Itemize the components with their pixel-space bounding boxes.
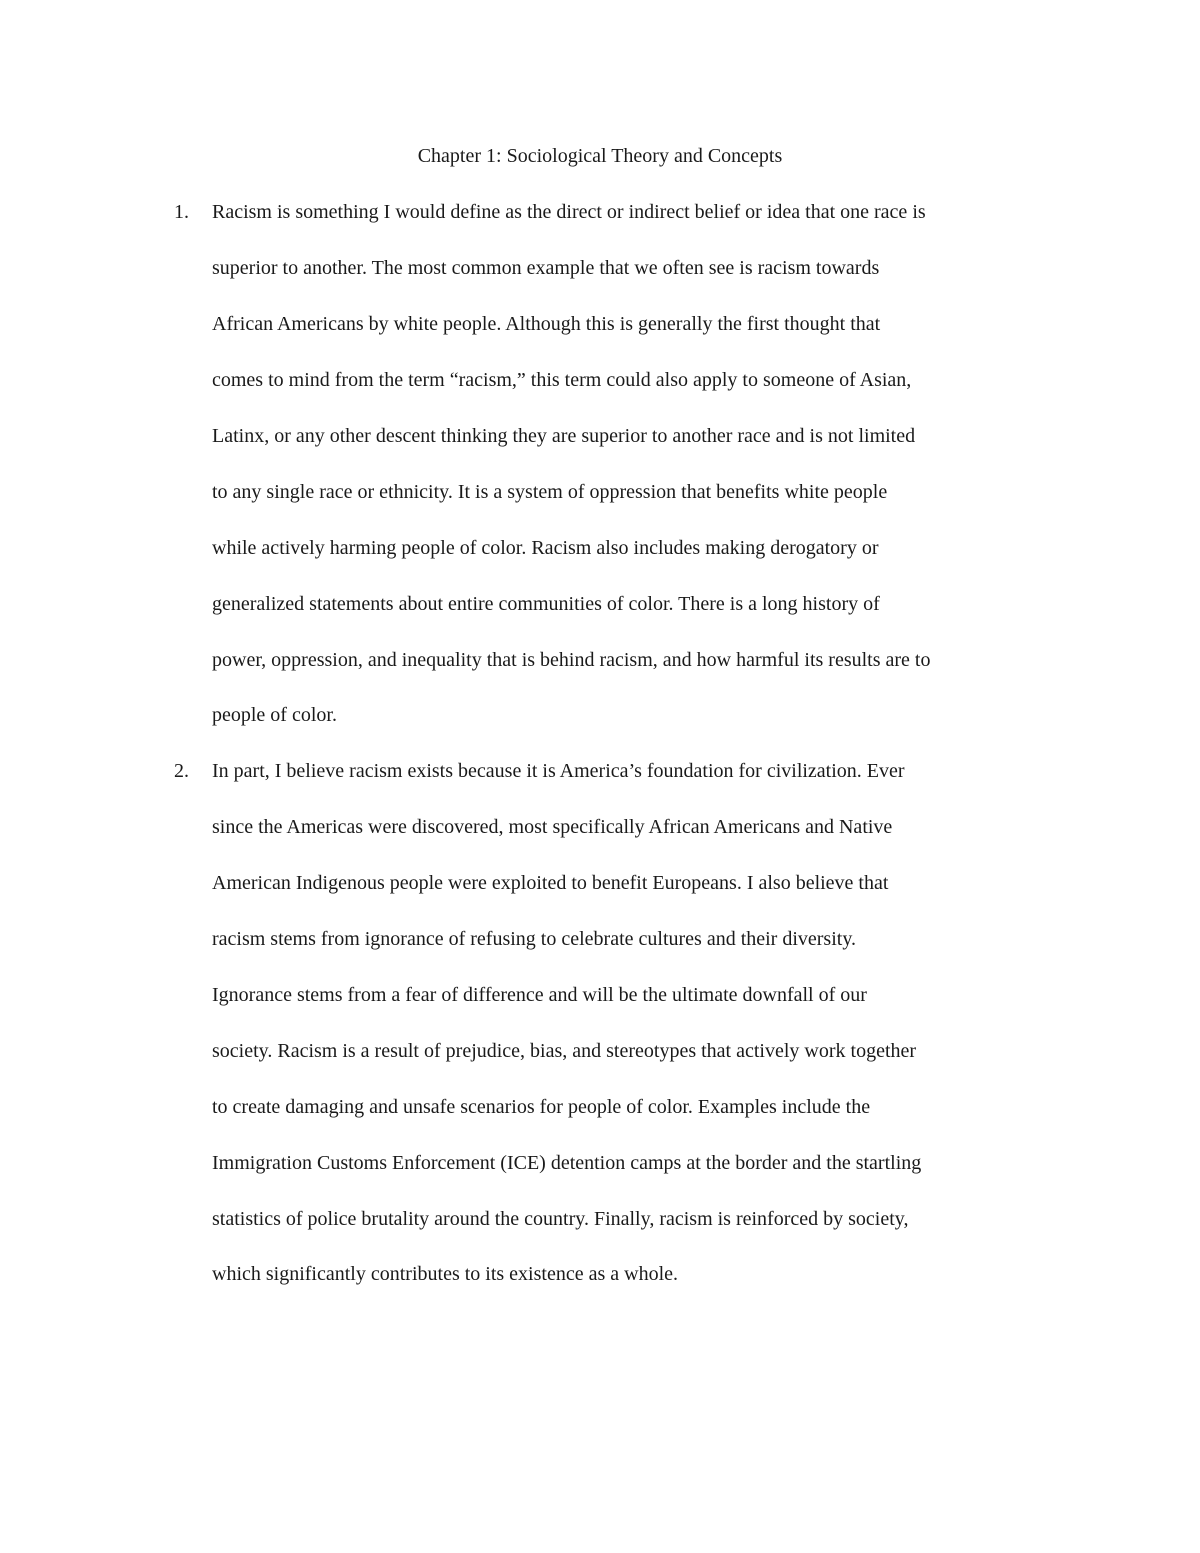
list-item-number: 2. <box>174 760 189 782</box>
text-line: African Americans by white people. Although this is generally the first thought that <box>212 313 881 335</box>
text-line: In part, I believe racism exists because it is America’s foundation for civilization. Ever <box>212 760 905 782</box>
list-item-number: 1. <box>174 201 189 223</box>
text-line: Ignorance stems from a fear of difference and will be the ultimate downfall of our <box>212 984 867 1006</box>
text-line: society. Racism is a result of prejudice, bias, and stereotypes that actively work together <box>212 1040 917 1062</box>
text-line: comes to mind from the term “racism,” this term could also apply to someone of Asian, <box>212 369 912 391</box>
page-title: Chapter 1: Sociological Theory and Concepts <box>417 145 783 167</box>
text-line: statistics of police brutality around the country. Finally, racism is reinforced by society, <box>212 1208 909 1230</box>
text-line: which significantly contributes to its existence as a whole. <box>212 1263 678 1285</box>
text-line: superior to another. The most common example that we often see is racism towards <box>212 257 880 279</box>
text-line: power, oppression, and inequality that is behind racism, and how harmful its results are to <box>212 649 931 671</box>
text-line: Immigration Customs Enforcement (ICE) detention camps at the border and the startling <box>212 1152 922 1174</box>
text-line: while actively harming people of color. Racism also includes making derogatory or <box>212 537 879 559</box>
text-line: to any single race or ethnicity. It is a system of oppression that benefits white people <box>212 481 888 503</box>
text-line: Racism is something I would define as the direct or indirect belief or idea that one race is <box>212 201 926 223</box>
text-line: generalized statements about entire communities of color. There is a long history of <box>212 593 880 615</box>
text-line: to create damaging and unsafe scenarios for people of color. Examples include the <box>212 1096 871 1118</box>
text-line: people of color. <box>212 704 337 726</box>
text-line: American Indigenous people were exploited to benefit Europeans. I also believe that <box>212 872 889 894</box>
text-line: Latinx, or any other descent thinking they are superior to another race and is not limited <box>212 425 916 447</box>
text-line: since the Americas were discovered, most specifically African Americans and Native <box>212 816 893 838</box>
text-line: racism stems from ignorance of refusing to celebrate cultures and their diversity. <box>212 928 857 950</box>
